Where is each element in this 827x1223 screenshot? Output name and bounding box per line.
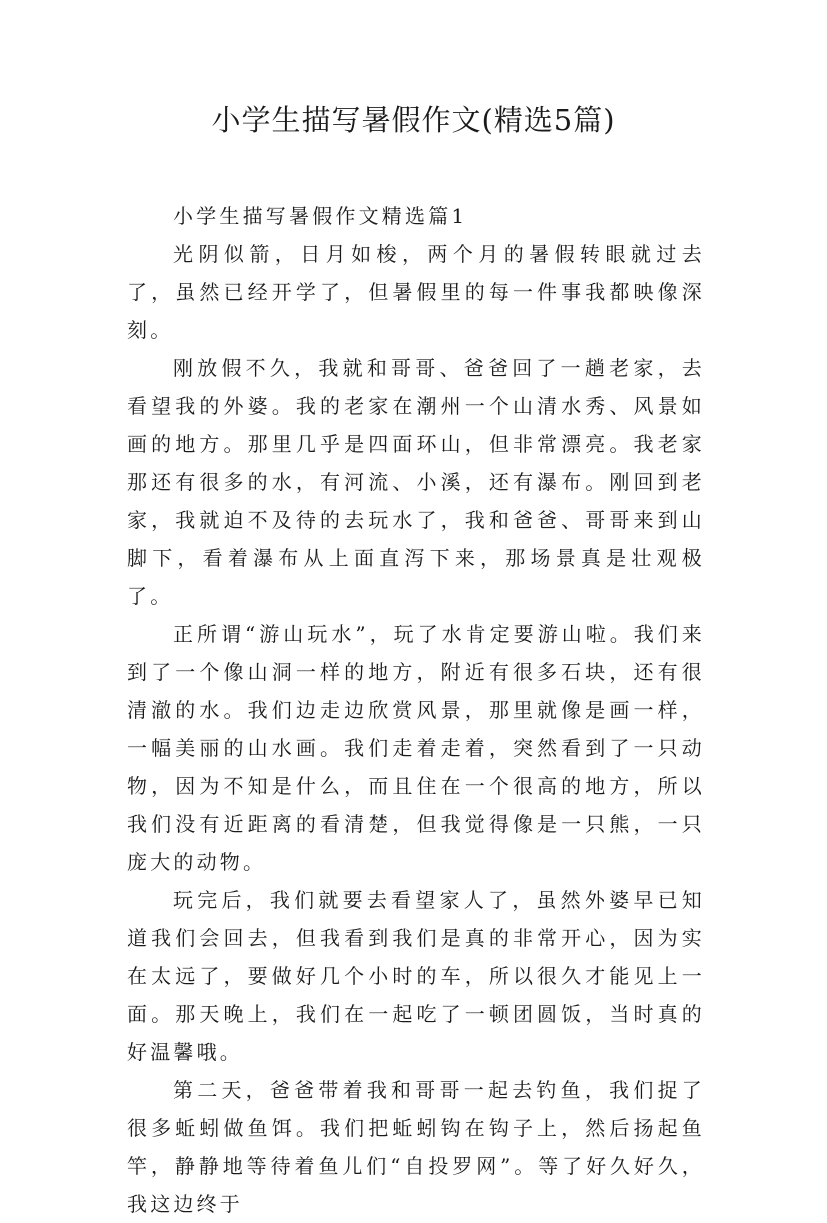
document-body: [127, 197, 705, 1223]
paragraph: 正所谓“游山玩水”，玩了水肯定要游山啦。我们来到了一个像山洞一样的地方，附近有很多石块，还有很清澈的水。我们边走边欣赏风景，那里就像是画一样，一幅美丽的山水画。我们走着走着，突然看到了一只动物，因为不知是什么，而且住在一个很高的地方，所以我们没有近距离的看清楚，但我觉得像是一只熊，一只庞大的动物。: [127, 622, 705, 874]
paragraph: 刚放假不久，我就和哥哥、爸爸回了一趟老家，去看望我的外婆。我的老家在潮州一个山清水秀、风景如画的地方。那里几乎是四面环山，但非常漂亮。我老家那还有很多的水，有河流、小溪，还有瀑布。刚回到老家，我就迫不及待的去玩水了，我和爸爸、哥哥来到山脚下，看着瀑布从上面直泻下来，那场景真是壮观极了。: [127, 356, 705, 608]
paragraph: 光阴似箭，日月如梭，两个月的暑假转眼就过去了，虽然已经开学了，但暑假里的每一件事我都映像深刻。: [127, 242, 705, 342]
paragraph: 第二天，爸爸带着我和哥哥一起去钓鱼，我们捉了很多蚯蚓做鱼饵。我们把蚯蚓钩在钩子上，然后扬起鱼竿，静静地等待着鱼儿们“自投罗网”。等了好久好久，我这边终于: [127, 1078, 705, 1216]
paragraph: 玩完后，我们就要去看望家人了，虽然外婆早已知道我们会回去，但我看到我们是真的非常开心，因为实在太远了，要做好几个小时的车，所以很久才能见上一面。那天晚上，我们在一起吃了一顿团圆饭，当时真的好温馨哦。: [127, 888, 705, 1064]
section-heading: 小学生描写暑假作文精选篇1: [173, 204, 468, 228]
document-title: 小学生描写暑假作文(精选5篇): [211, 103, 616, 137]
